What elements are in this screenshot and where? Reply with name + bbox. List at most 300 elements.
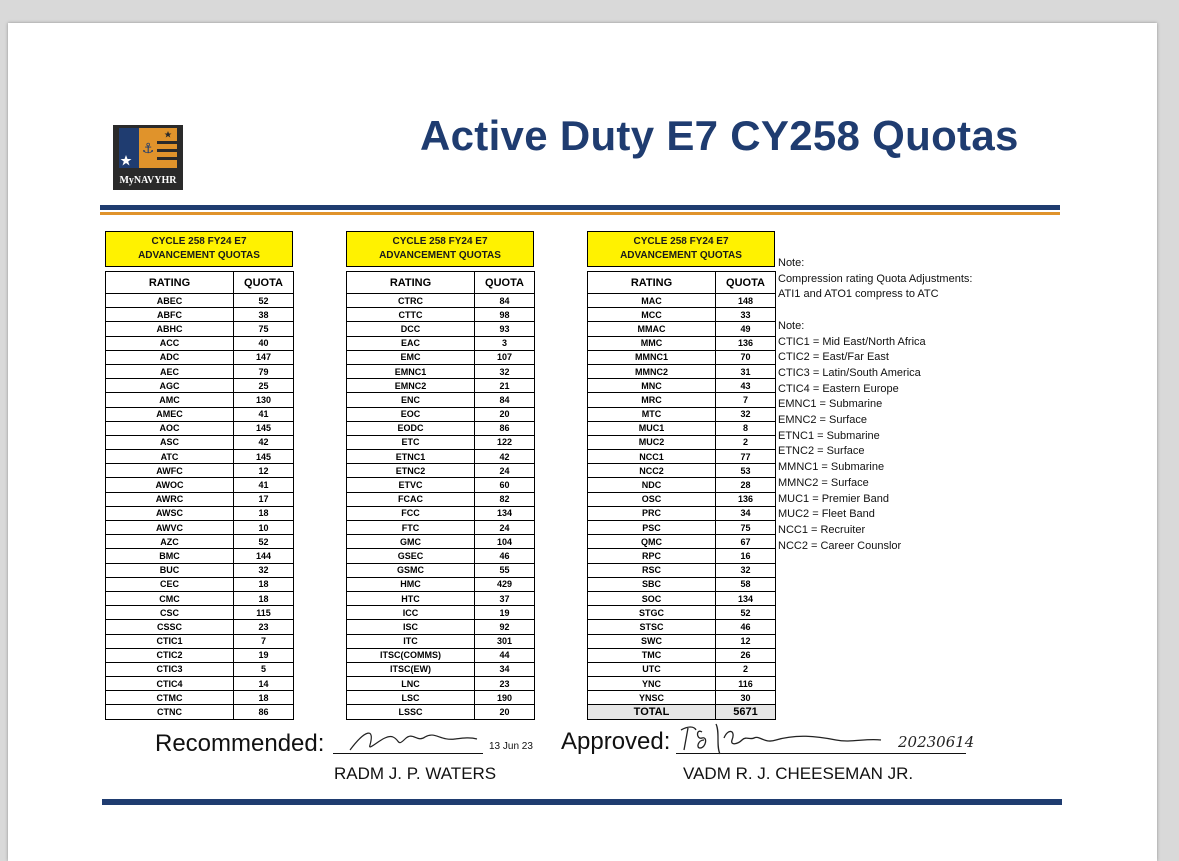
quota-cell: 18 [234,691,294,705]
rating-cell: ACC [106,336,234,350]
rating-cell: MMNC2 [588,364,716,378]
rating-cell: MMNC1 [588,350,716,364]
quota-cell: 116 [716,677,776,691]
table-row [106,577,294,591]
table-row [106,350,294,364]
quota-cell: 41 [234,478,294,492]
rating-cell: EMNC1 [347,364,475,378]
quota-cell: 32 [234,563,294,577]
table-row [347,407,535,421]
rating-cell: AMC [106,393,234,407]
table-row [106,677,294,691]
rating-cell: AWOC [106,478,234,492]
quota-cell: 5 [234,662,294,676]
table-row [588,350,776,364]
table-row [106,421,294,435]
table-row [106,364,294,378]
rating-cell: CTIC4 [106,677,234,691]
table-row [347,620,535,634]
rating-cell: BUC [106,563,234,577]
recommended-signature-icon [345,725,485,755]
note-line: Note: [778,319,805,332]
quota-cell: 7 [716,393,776,407]
rating-cell: SBC [588,577,716,591]
quota-cell: 44 [475,648,535,662]
table-row [588,435,776,449]
recommended-date: 13 Jun 23 [489,741,533,752]
col-header-rating: RATING [347,272,475,294]
quota-cell: 34 [475,662,535,676]
quota-cell: 92 [475,620,535,634]
quota-cell: 190 [475,691,535,705]
quota-cell: 28 [716,478,776,492]
table-row [106,407,294,421]
rating-cell: PRC [588,506,716,520]
rating-cell: MNC [588,379,716,393]
table-row [347,535,535,549]
rating-cell: MCC [588,308,716,322]
rating-cell: MTC [588,407,716,421]
rating-cell: ETC [347,435,475,449]
quota-cell: 26 [716,648,776,662]
table-row [347,521,535,535]
rating-cell: CSC [106,606,234,620]
table-row [588,322,776,336]
table-row [347,705,535,719]
quota-cell: 38 [234,308,294,322]
rating-cell: MAC [588,294,716,308]
rating-cell: CSSC [106,620,234,634]
quota-cell: 24 [475,464,535,478]
table-heading-line1: CYCLE 258 FY24 E7 [633,236,729,247]
rating-cell: ICC [347,606,475,620]
table-row [588,591,776,605]
quota-table-2 [346,231,534,720]
note-line: NCC1 = Recruiter [778,523,866,536]
note-line: CTIC4 = Eastern Europe [778,382,899,395]
table-row [106,506,294,520]
quota-cell: 41 [234,407,294,421]
rating-cell: ABEC [106,294,234,308]
table-row [106,606,294,620]
note-line: MUC1 = Premier Band [778,492,889,505]
quota-cell: 145 [234,450,294,464]
table-row [588,294,776,308]
rating-cell: ATC [106,450,234,464]
quota-cell: 104 [475,535,535,549]
rating-cell: ETNC2 [347,464,475,478]
table-row [588,492,776,506]
table-row [347,421,535,435]
table-row [106,549,294,563]
rating-cell: CTNC [106,705,234,719]
quota-cell: 77 [716,450,776,464]
rating-cell: EODC [347,421,475,435]
table-row [347,322,535,336]
quota-cell: 70 [716,350,776,364]
table-row [588,379,776,393]
rating-cell: ETNC1 [347,450,475,464]
rating-cell: EMNC2 [347,379,475,393]
logo-text: MyNAVYHR [119,175,177,186]
table-row [106,634,294,648]
table-row [347,691,535,705]
quota-cell: 33 [716,308,776,322]
footer-divider [102,799,1062,805]
rating-cell: CTIC1 [106,634,234,648]
table-row [347,492,535,506]
table-heading-line2: ADVANCEMENT QUOTAS [138,250,260,261]
quota-cell: 86 [234,705,294,719]
quota-cell: 32 [475,364,535,378]
table-row [588,478,776,492]
quota-cell: 122 [475,435,535,449]
quota-cell: 23 [234,620,294,634]
rating-cell: GSMC [347,563,475,577]
table-row [106,393,294,407]
quota-cell: 18 [234,577,294,591]
note-line: EMNC2 = Surface [778,414,867,427]
table-row [106,563,294,577]
rating-cell: NCC2 [588,464,716,478]
quota-cell: 14 [234,677,294,691]
table-row [106,691,294,705]
rating-cell: MMAC [588,322,716,336]
quota-cell: 86 [475,421,535,435]
rating-cell: GMC [347,535,475,549]
col-header-quota: QUOTA [234,272,294,294]
table-heading-line1: CYCLE 258 FY24 E7 [151,236,247,247]
col-header-rating: RATING [106,272,234,294]
rating-cell: AEC [106,364,234,378]
quota-cell: 58 [716,577,776,591]
table-row [106,308,294,322]
table-heading [105,231,293,267]
rating-cell: STGC [588,606,716,620]
quota-cell: 84 [475,294,535,308]
rating-cell: MMC [588,336,716,350]
table-row [347,336,535,350]
rating-cell: FCAC [347,492,475,506]
rating-cell: SOC [588,591,716,605]
quota-cell: 93 [475,322,535,336]
note-line: CTIC1 = Mid East/North Africa [778,335,926,348]
rating-cell: ITSC(EW) [347,662,475,676]
table-row [588,336,776,350]
rating-cell: TMC [588,648,716,662]
table-row [106,648,294,662]
table-row [347,506,535,520]
table-row [347,294,535,308]
rating-cell: AWSC [106,506,234,520]
quota-cell: 148 [716,294,776,308]
table-row [106,620,294,634]
rating-cell: CMC [106,591,234,605]
table-row [106,535,294,549]
table-row [588,577,776,591]
table-row [588,364,776,378]
table-heading [346,231,534,267]
table-row [588,506,776,520]
quota-cell: 46 [475,549,535,563]
table-row [588,407,776,421]
quota-cell: 23 [475,677,535,691]
rating-cell: CTTC [347,308,475,322]
quota-cell: 42 [475,450,535,464]
rating-cell: ETVC [347,478,475,492]
rating-cell: ITC [347,634,475,648]
quota-cell: 20 [475,407,535,421]
note-line: MMNC2 = Surface [778,476,869,489]
quota-cell: 24 [475,521,535,535]
notes-panel [778,256,1028,554]
rating-cell: ASC [106,435,234,449]
note-line: MUC2 = Fleet Band [778,508,875,521]
total-value: 5671 [716,705,776,720]
rating-cell: CTIC2 [106,648,234,662]
table-row [588,606,776,620]
quota-cell: 8 [716,421,776,435]
approved-date: 20230614 [898,733,975,751]
quota-cell: 25 [234,379,294,393]
table-row [588,521,776,535]
table-row [588,535,776,549]
quota-cell: 79 [234,364,294,378]
rating-cell: AMEC [106,407,234,421]
table-row [347,464,535,478]
quota-grid [587,271,776,720]
rating-cell: HTC [347,591,475,605]
col-header-rating: RATING [588,272,716,294]
quota-cell: 20 [475,705,535,719]
rating-cell: DCC [347,322,475,336]
quota-cell: 301 [475,634,535,648]
table-heading [587,231,775,267]
table-row [347,308,535,322]
table-row [588,677,776,691]
table-row [106,322,294,336]
table-row [106,294,294,308]
rating-cell: LSSC [347,705,475,719]
table-row [347,634,535,648]
table-heading-line1: CYCLE 258 FY24 E7 [392,236,488,247]
rating-cell: ISC [347,620,475,634]
quota-cell: 12 [716,634,776,648]
rating-cell: ADC [106,350,234,364]
quota-cell: 52 [716,606,776,620]
quota-cell: 2 [716,435,776,449]
note-line: EMNC1 = Submarine [778,398,883,411]
approved-signature-icon [676,718,901,758]
approved-name: VADM R. J. CHEESEMAN JR. [683,764,914,783]
quota-cell: 52 [234,535,294,549]
quota-cell: 67 [716,535,776,549]
quota-table-3 [587,231,775,720]
rating-cell: AZC [106,535,234,549]
table-row [347,435,535,449]
quota-cell: 16 [716,549,776,563]
quota-cell: 75 [234,322,294,336]
quota-cell: 32 [716,563,776,577]
table-row [106,521,294,535]
recommended-label: Recommended: [155,730,325,757]
rating-cell: FTC [347,521,475,535]
quota-cell: 49 [716,322,776,336]
table-row [347,577,535,591]
table-row [106,450,294,464]
note-line: CTIC2 = East/Far East [778,351,889,364]
table-row [347,591,535,605]
note-line: Note: [778,257,805,269]
table-heading-line2: ADVANCEMENT QUOTAS [620,250,742,261]
rating-cell: AWFC [106,464,234,478]
note-line: CTIC3 = Latin/South America [778,366,921,379]
note-line: Compression rating Quota Adjustments: [778,272,973,285]
quota-cell: 144 [234,549,294,563]
rating-cell: LSC [347,691,475,705]
rating-cell: QMC [588,535,716,549]
rating-cell: MUC2 [588,435,716,449]
quota-cell: 53 [716,464,776,478]
rating-cell: CEC [106,577,234,591]
table-row [106,478,294,492]
rating-cell: PSC [588,521,716,535]
svg-text:⚓: ⚓ [141,141,155,157]
table-row [588,648,776,662]
table-row [347,677,535,691]
rating-cell: GSEC [347,549,475,563]
quota-cell: 19 [475,606,535,620]
quota-cell: 10 [234,521,294,535]
quota-cell: 84 [475,393,535,407]
quota-cell: 107 [475,350,535,364]
quota-cell: 18 [234,591,294,605]
note-line: MMNC1 = Submarine [778,461,885,474]
table-row [588,450,776,464]
note-line: ETNC2 = Surface [778,445,865,458]
quota-cell: 60 [475,478,535,492]
quota-cell: 75 [716,521,776,535]
quota-cell: 55 [475,563,535,577]
quota-cell: 12 [234,464,294,478]
note-line: ETNC1 = Submarine [778,429,880,442]
rating-cell: OSC [588,492,716,506]
quota-cell: 98 [475,308,535,322]
quota-cell: 37 [475,591,535,605]
rating-cell: EOC [347,407,475,421]
rating-cell: CTMC [106,691,234,705]
rating-cell: EMC [347,350,475,364]
table-row [588,662,776,676]
quota-cell: 147 [234,350,294,364]
table-row [588,421,776,435]
divider-gold [100,212,1060,215]
quota-grid [346,271,535,720]
divider-navy [100,205,1060,210]
quota-cell: 32 [716,407,776,421]
quota-grid [105,271,294,720]
table-row [588,393,776,407]
rating-cell: ITSC(COMMS) [347,648,475,662]
rating-cell: CTIC3 [106,662,234,676]
col-header-quota: QUOTA [475,272,535,294]
quota-cell: 115 [234,606,294,620]
note-line: ATI1 and ATO1 compress to ATC [778,288,939,301]
table-row [347,364,535,378]
table-row [106,336,294,350]
quota-cell: 429 [475,577,535,591]
table-heading-line2: ADVANCEMENT QUOTAS [379,250,501,261]
quota-cell: 136 [716,492,776,506]
table-row [588,464,776,478]
rating-cell: HMC [347,577,475,591]
rating-cell: AGC [106,379,234,393]
table-row [106,464,294,478]
table-row [347,563,535,577]
rating-cell: AWRC [106,492,234,506]
rating-cell: ENC [347,393,475,407]
table-row [347,350,535,364]
note-line [778,303,1028,319]
rating-cell: LNC [347,677,475,691]
table-row [588,634,776,648]
table-row [347,648,535,662]
table-row [588,691,776,705]
quota-cell: 40 [234,336,294,350]
table-row [106,705,294,719]
table-row [588,308,776,322]
quota-cell: 7 [234,634,294,648]
rating-cell: YNC [588,677,716,691]
quota-cell: 2 [716,662,776,676]
rating-cell: MUC1 [588,421,716,435]
table-row [347,478,535,492]
quota-cell: 145 [234,421,294,435]
quota-cell: 21 [475,379,535,393]
rating-cell: ABFC [106,308,234,322]
table-row [347,606,535,620]
quota-cell: 30 [716,691,776,705]
rating-cell: UTC [588,662,716,676]
quota-cell: 31 [716,364,776,378]
col-header-quota: QUOTA [716,272,776,294]
rating-cell: AOC [106,421,234,435]
rating-cell: FCC [347,506,475,520]
table-row [106,492,294,506]
table-row [588,563,776,577]
quota-cell: 34 [716,506,776,520]
quota-cell: 46 [716,620,776,634]
rating-cell: RSC [588,563,716,577]
rating-cell: STSC [588,620,716,634]
quota-cell: 136 [716,336,776,350]
table-row [347,379,535,393]
rating-cell: CTRC [347,294,475,308]
note-line: NCC2 = Career Counslor [778,539,902,552]
quota-cell: 82 [475,492,535,506]
table-row [347,549,535,563]
quota-cell: 130 [234,393,294,407]
mynavyhr-logo [113,125,183,190]
quota-cell: 134 [716,591,776,605]
table-row [347,662,535,676]
table-row [347,393,535,407]
table-row [588,620,776,634]
rating-cell: MRC [588,393,716,407]
rating-cell: SWC [588,634,716,648]
quota-cell: 52 [234,294,294,308]
rating-cell: RPC [588,549,716,563]
